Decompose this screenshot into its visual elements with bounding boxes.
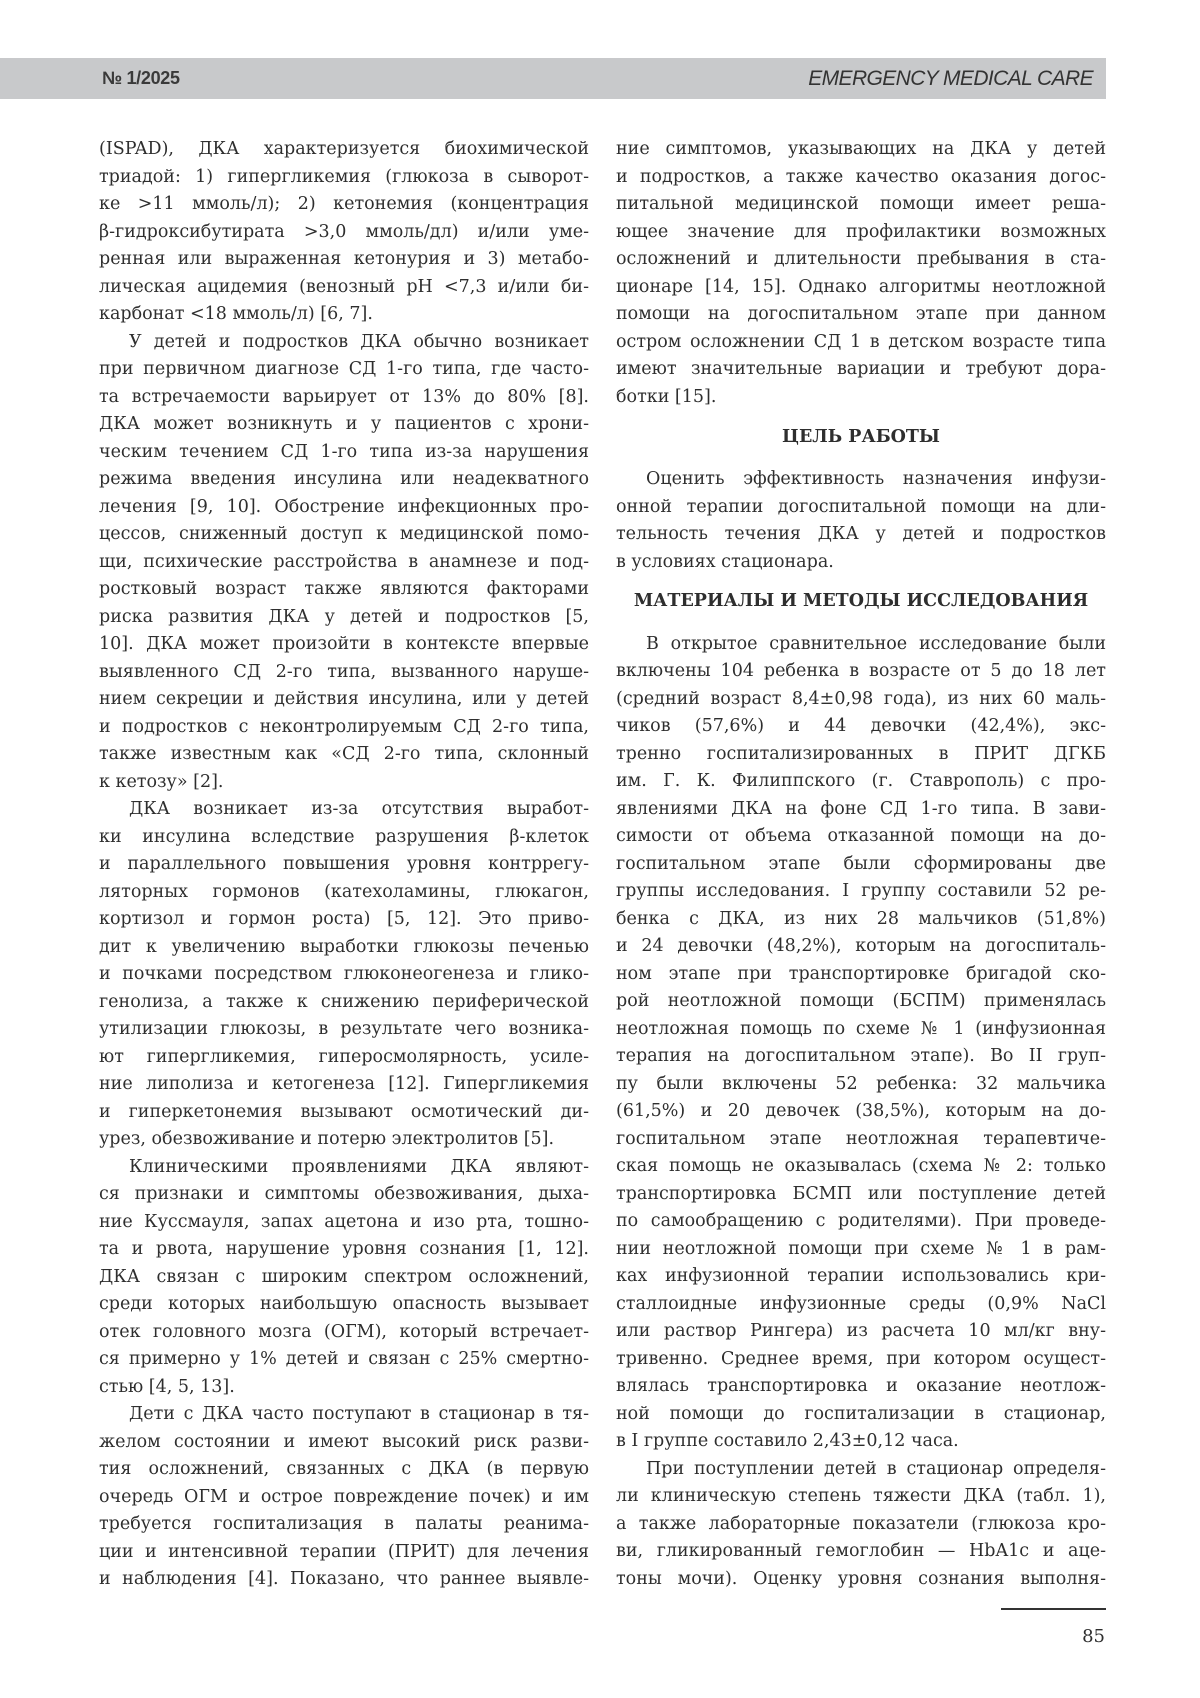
text-line: среди которых наибольшую опасность вызывает <box>99 1294 589 1314</box>
text-line: (61,5%) и 20 девочек (38,5%), которым на до- <box>616 1101 1106 1121</box>
text-line: остром осложнении СД 1 в детском возрасте типа <box>616 331 1106 352</box>
text-line: ляторных гормонов (катехоламины, глюкагон, <box>99 881 589 902</box>
page-number: 85 <box>1082 1626 1105 1647</box>
text-line: карбонат <18 ммоль/л) [6, 7]. <box>99 304 373 324</box>
text-line: ной помощи до госпитализации в стационар, <box>616 1403 1106 1424</box>
text-line: ся признаки и симптомы обезвоживания, дыха- <box>99 1184 589 1204</box>
text-line: и 24 девочки (48,2%), которым на догоспиталь- <box>616 936 1106 956</box>
aim-paragraph <box>616 466 1106 576</box>
issue-number: № 1/2025 <box>102 68 180 88</box>
text-line: рой неотложной помощи (БСПМ) применялась <box>616 991 1106 1011</box>
text-line: и почками посредством глюконеогенеза и глико- <box>99 964 589 984</box>
paragraph <box>616 466 1106 576</box>
text-line: ческим течением СД 1-го типа из-за нарушения <box>99 441 589 462</box>
text-line: и наблюдения [4]. Показано, что раннее выявле- <box>99 1569 589 1589</box>
paragraph <box>99 329 589 797</box>
text-line: ДКА связан с широким спектром осложнений, <box>99 1266 589 1287</box>
text-line: режима введения инсулина или неадекватного <box>99 469 589 489</box>
text-line: тельность течения ДКА у детей и подростков <box>616 524 1106 544</box>
text-line: отек головного мозга (ОГМ), который встречает- <box>99 1321 589 1342</box>
text-line: ли клиническую степень тяжести ДКА (табл. 1), <box>616 1486 1106 1506</box>
text-line: в I группе составило 2,43±0,12 часа. <box>616 1431 959 1451</box>
text-line: пу были включены 52 ребенка: 32 мальчика <box>616 1073 1106 1094</box>
text-line: ренная или выраженная кетонурия и 3) метабо- <box>99 249 589 269</box>
text-line: тоны мочи). Оценку уровня сознания выполня- <box>616 1568 1106 1589</box>
text-line: влялась транспортировка и оказание неотлож- <box>616 1376 1106 1396</box>
text-line: ростковый возраст также являются факторами <box>99 579 589 599</box>
text-line: желом состоянии и имеют высокий риск разви- <box>99 1431 589 1452</box>
text-line: лечения [9, 10]. Обострение инфекционных про- <box>99 496 589 517</box>
text-line: (средний возраст 8,4±0,98 года), из них 60 маль- <box>616 688 1106 709</box>
running-header <box>0 58 1106 99</box>
text-line: госпитальном этапе были сформированы две <box>616 853 1106 874</box>
text-line: и гиперкетонемия вызывают осмотический ди- <box>99 1101 589 1122</box>
methods-section <box>616 631 1106 1594</box>
text-line: ки инсулина вследствие разрушения β-клеток <box>99 826 589 847</box>
section-heading-aim: ЦЕЛЬ РАБОТЫ <box>782 427 940 447</box>
text-line: чиков (57,6%) и 44 девочки (42,4%), экс- <box>616 716 1106 736</box>
paragraph <box>99 1401 589 1594</box>
text-line: Дети с ДКА часто поступают в стационар в тя- <box>129 1404 589 1424</box>
text-line: ви, гликированный гемоглобин — HbA1c и аце- <box>616 1541 1106 1561</box>
text-line: У детей и подростков ДКА обычно возникает <box>129 331 589 352</box>
text-line: При поступлении детей в стационар определя- <box>646 1458 1106 1479</box>
text-line: им. Г. К. Филиппского (г. Ставрополь) с про- <box>616 771 1106 791</box>
text-line: тия осложнений, связанных с ДКА (в первую <box>99 1459 589 1479</box>
text-line: В открытое сравнительное исследование были <box>646 633 1106 654</box>
text-line: дит к увеличению выработки глюкозы печенью <box>99 936 589 957</box>
text-line: госпитальном этапе неотложная терапевтиче- <box>616 1128 1106 1149</box>
text-line: ДКА возникает из-за отсутствия выработ- <box>129 799 589 819</box>
text-line: Оценить эффективность назначения инфузи- <box>646 469 1106 489</box>
text-line: генолиза, а также к снижению периферической <box>99 991 589 1012</box>
text-line: осложнений и длительности пребывания в ста- <box>616 249 1106 269</box>
text-line: онной терапии догоспитальной помощи на дли- <box>616 496 1106 517</box>
text-line: ют гипергликемия, гиперосмолярность, усиле- <box>99 1046 589 1067</box>
text-line: ционаре [14, 15]. Однако алгоритмы неотложной <box>616 276 1106 297</box>
paragraph <box>616 631 1106 1456</box>
text-line: ции и интенсивной терапии (ПРИТ) для лечения <box>99 1541 589 1562</box>
text-line: стью [4, 5, 13]. <box>99 1376 235 1397</box>
text-line: ках инфузионной терапии использовались кри- <box>616 1266 1106 1286</box>
text-line: также известным как «СД 2-го типа, склонный <box>99 744 589 764</box>
text-line: терапия на догоспитальном этапе). Во II груп- <box>616 1046 1106 1066</box>
text-line: имеют значительные вариации и требуют дора- <box>616 359 1106 379</box>
paragraph <box>99 796 589 1154</box>
text-line: ся примерно у 1% детей и связан с 25% смертно- <box>99 1349 589 1369</box>
text-line: утилизации глюкозы, в результате чего возника- <box>99 1019 589 1039</box>
text-line: ющее значение для профилактики возможных <box>616 221 1106 242</box>
text-line: 10]. ДКА может произойти в контексте впервые <box>99 634 589 654</box>
text-line: по самообращению с родителями). При проведе- <box>616 1211 1106 1231</box>
text-line: и параллельного повышения уровня контррегу- <box>99 854 589 874</box>
text-line: та и рвота, нарушение уровня сознания [1, 12]. <box>99 1239 589 1259</box>
text-line: симости от объема отказанной помощи на до- <box>616 826 1106 846</box>
text-line: ке >11 ммоль/л); 2) кетонемия (концентрация <box>99 194 589 214</box>
text-line: а также лабораторные показатели (глюкоза кро- <box>616 1513 1106 1534</box>
paragraph <box>99 1154 589 1402</box>
text-line: цессов, сниженный доступ к медицинской помо- <box>99 524 589 544</box>
text-line: и подростков, а также качество оказания догос- <box>616 166 1106 187</box>
text-line: включены 104 ребенка в возрасте от 5 до 18 лет <box>616 661 1106 681</box>
text-line: щи, психические расстройства в анамнезе и под- <box>99 551 589 572</box>
text-line: тривенно. Среднее время, при котором осущест- <box>616 1348 1106 1369</box>
footer-rule <box>1001 1608 1106 1610</box>
journal-title: EMERGENCY MEDICAL CARE <box>808 67 1093 90</box>
text-line: лическая ацидемия (венозный pH <7,3 и/или би- <box>99 276 589 297</box>
text-line: выявленного СД 2-го типа, вызванного наруше- <box>99 661 589 682</box>
text-line: и подростков с неконтролируемым СД 2-го типа, <box>99 716 589 737</box>
paragraph <box>616 1456 1106 1594</box>
text-line: урез, обезвоживание и потерю электролитов [5]. <box>99 1129 555 1149</box>
text-line: бенка с ДКА, из них 28 мальчиков (51,8%) <box>616 908 1106 929</box>
text-line: в условиях стационара. <box>616 551 834 572</box>
text-line: тренно госпитализированных в ПРИТ ДГКБ <box>616 743 1106 764</box>
text-line: та встречаемости варьирует от 13% до 80% [8]. <box>99 386 589 407</box>
text-line: нии неотложной помощи при схеме № 1 в рам- <box>616 1238 1106 1259</box>
text-line: требуется госпитализация в палаты реанима- <box>99 1514 589 1534</box>
text-line: ние липолиза и кетогенеза [12]. Гипергликемия <box>99 1074 589 1094</box>
text-line: ская помощь не оказывалась (схема № 2: только <box>616 1156 1106 1176</box>
text-line: транспортировка БСМП или поступление детей <box>616 1183 1106 1204</box>
text-line: (ISPAD), ДКА характеризуется биохимической <box>99 139 589 159</box>
text-line: помощи на догоспитальном этапе при данном <box>616 304 1106 324</box>
paragraph <box>616 136 1106 411</box>
text-line: или раствор Рингера) из расчета 10 мл/кг вну- <box>616 1321 1106 1341</box>
text-line: ботки [15]. <box>616 386 717 407</box>
section-heading-methods: МАТЕРИАЛЫ И МЕТОДЫ ИССЛЕДОВАНИЯ <box>633 590 1089 611</box>
text-line: при первичном диагнозе СД 1-го типа, где часто- <box>99 359 589 379</box>
text-line: β-гидроксибутирата >3,0 ммоль/дл) и/или уме- <box>99 221 589 242</box>
text-line: неотложная помощь по схеме № 1 (инфузионная <box>616 1018 1106 1039</box>
text-line: ние Куссмауля, запах ацетона и изо рта, тошно- <box>99 1211 589 1232</box>
intro-paragraph <box>616 136 1106 411</box>
text-line: питальной медицинской помощи имеет реша- <box>616 194 1106 214</box>
left-column <box>99 136 589 1594</box>
text-line: Клиническими проявлениями ДКА являют- <box>129 1156 589 1177</box>
text-line: ние симптомов, указывающих на ДКА у детей <box>616 139 1106 159</box>
text-line: риска развития ДКА у детей и подростков [5, <box>99 606 589 627</box>
text-line: кортизол и гормон роста) [5, 12]. Это приво- <box>99 909 589 929</box>
text-line: явлениями ДКА на фоне СД 1-го типа. В зави- <box>616 798 1106 819</box>
text-line: сталлоидные инфузионные среды (0,9% NaCl <box>616 1293 1106 1314</box>
text-line: триадой: 1) гипергликемия (глюкоза в сыворот- <box>99 166 589 187</box>
text-line: очередь ОГМ и острое повреждение почек) и им <box>99 1486 589 1507</box>
paragraph <box>99 136 589 329</box>
text-line: группы исследования. I группу составили 52 ре- <box>616 881 1106 901</box>
text-line: ном этапе при транспортировке бригадой ско- <box>616 963 1106 984</box>
text-line: нием секреции и действия инсулина, или у детей <box>99 689 589 709</box>
text-line: ДКА может возникнуть и у пациентов с хрони- <box>99 414 589 434</box>
text-line: к кетозу» [2]. <box>99 771 224 792</box>
right-column <box>616 136 1106 1593</box>
